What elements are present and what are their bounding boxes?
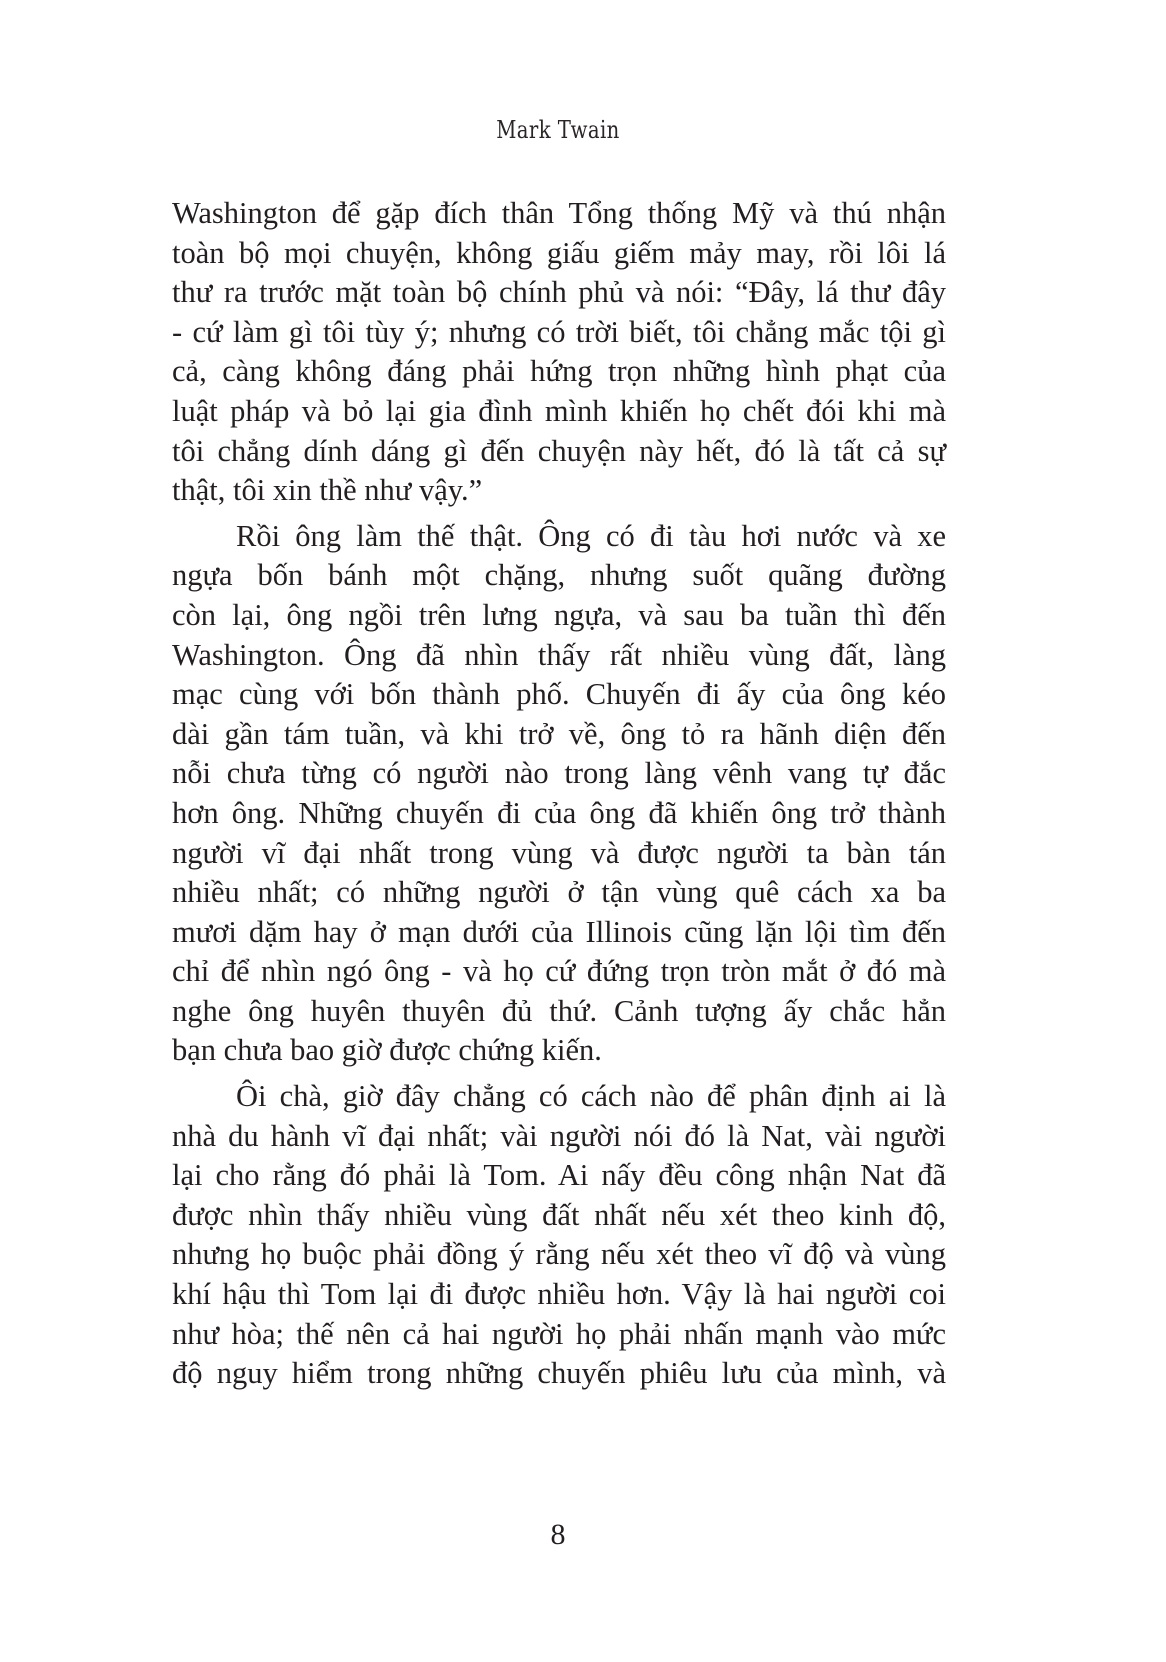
text-line: luật pháp và bỏ lại gia đình mình khiến họ chết đói khi mà: [172, 393, 946, 428]
text-line: Washington. Ông đã nhìn thấy rất nhiều vùng đất, làng: [172, 637, 946, 672]
text-line: chỉ để nhìn ngó ông - và họ cứ đứng trọn tròn mắt ở đó mà: [172, 954, 946, 989]
paragraph-1: [172, 194, 946, 511]
text-line: ngựa bốn bánh một chặng, nhưng suốt quãng đường: [172, 558, 946, 593]
text-line: mạc cùng với bốn thành phố. Chuyến đi ấy của ông kéo: [172, 677, 946, 712]
paragraph-3: [172, 1077, 946, 1394]
text-line: dài gần tám tuần, và khi trở về, ông tỏ ra hãnh diện đến: [172, 716, 946, 751]
text-line: nhiều nhất; có những người ở tận vùng quê cách xa ba: [172, 875, 946, 910]
text-line: Washington để gặp đích thân Tổng thống Mỹ và thú nhận: [172, 196, 946, 230]
text-line: bạn chưa bao giờ được chứng kiến.: [172, 1033, 602, 1068]
text-line: độ nguy hiểm trong những chuyến phiêu lưu của mình, và: [172, 1356, 946, 1391]
running-header-author: Mark Twain: [496, 116, 620, 144]
text-line: nhà du hành vĩ đại nhất; vài người nói đó là Nat, vài người: [172, 1118, 946, 1153]
text-line: tôi chẳng dính dáng gì đến chuyện này hết, đó là tất cả sự: [172, 433, 946, 468]
text-line: nghe ông huyên thuyên đủ thứ. Cảnh tượng ấy chắc hẳn: [172, 993, 946, 1028]
text-line: còn lại, ông ngồi trên lưng ngựa, và sau ba tuần thì đến: [172, 597, 946, 632]
paragraph-2: [172, 517, 946, 1071]
text-line: Ôi chà, giờ đây chẳng có cách nào để phân định ai là: [236, 1079, 946, 1114]
text-line: người vĩ đại nhất trong vùng và được người ta bàn tán: [172, 835, 946, 870]
text-line: hơn ông. Những chuyến đi của ông đã khiến ông trở thành: [172, 795, 946, 830]
text-line: cả, càng không đáng phải hứng trọn những hình phạt của: [172, 354, 946, 389]
text-line: lại cho rằng đó phải là Tom. Ai nấy đều công nhận Nat đã: [172, 1158, 946, 1193]
text-line: - cứ làm gì tôi tùy ý; nhưng có trời biết, tôi chẳng mắc tội gì: [172, 314, 946, 349]
text-line: khí hậu thì Tom lại đi được nhiều hơn. Vậy là hai người coi: [172, 1277, 946, 1312]
page-number: 8: [550, 1518, 566, 1551]
text-line: nhưng họ buộc phải đồng ý rằng nếu xét theo vĩ độ và vùng: [172, 1237, 946, 1272]
text-line: thật, tôi xin thề như vậy.”: [172, 473, 483, 508]
body-text: [172, 194, 946, 1394]
text-line: được nhìn thấy nhiều vùng đất nhất nếu xét theo kinh độ,: [172, 1197, 946, 1232]
text-line: mươi dặm hay ở mạn dưới của Illinois cũng lặn lội tìm đến: [172, 914, 946, 949]
text-line: toàn bộ mọi chuyện, không giấu giếm mảy may, rồi lôi lá: [172, 235, 946, 270]
text-line: thư ra trước mặt toàn bộ chính phủ và nói: “Đây, lá thư đây: [172, 275, 946, 310]
text-line: nỗi chưa từng có người nào trong làng vênh vang tự đắc: [172, 756, 946, 791]
text-line: Rồi ông làm thế thật. Ông có đi tàu hơi nước và xe: [236, 518, 946, 553]
text-line: như hòa; thế nên cả hai người họ phải nhấn mạnh vào mức: [172, 1316, 946, 1351]
